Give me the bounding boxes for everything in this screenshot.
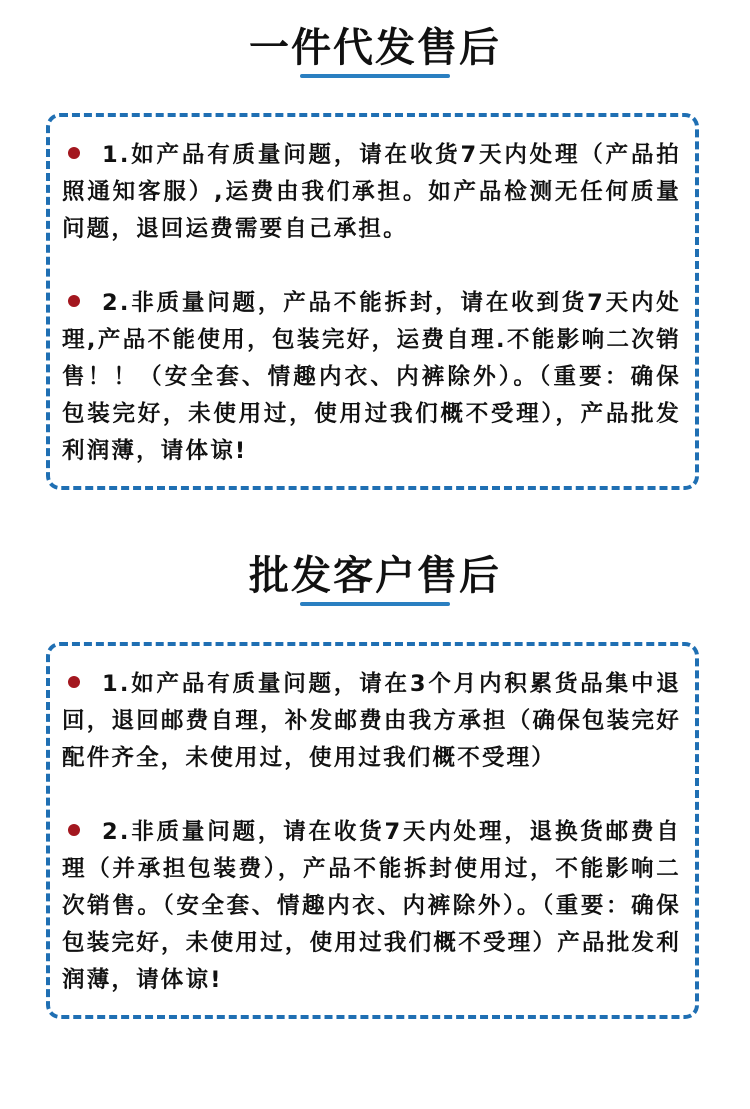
section-title-wholesale: 批发客户售后	[249, 553, 501, 599]
after-sales-card-wholesale	[46, 642, 699, 1019]
rule-item	[62, 285, 681, 470]
rule-item	[62, 814, 681, 999]
title-underline	[300, 74, 450, 78]
red-dot-icon	[68, 147, 80, 159]
rule-item	[62, 137, 681, 248]
rule-item	[62, 666, 681, 777]
rule-text: 2.非质量问题，请在收货7天内处理，退换货邮费自理（并承担包装费），产品不能拆封使用过，不能影响二次销售。（安全套、情趣内衣、内裤除外）。（重要：确保包装完好，未使用过，使用过我们概不受理）产品批发利润薄，请体谅!	[62, 819, 681, 993]
after-sales-card-dropship	[46, 113, 699, 490]
red-dot-icon	[68, 676, 80, 688]
section-title-dropship: 一件代发售后	[249, 25, 501, 71]
red-dot-icon	[68, 295, 80, 307]
red-dot-icon	[68, 824, 80, 836]
rule-text: 2.非质量问题，产品不能拆封，请在收到货7天内处理,产品不能使用，包装完好，运费自理.不能影响二次销售！！（安全套、情趣内衣、内裤除外）。（重要：确保包装完好，未使用过，使用过我们概不受理），产品批发利润薄，请体谅!	[62, 290, 681, 464]
title-underline	[300, 602, 450, 606]
rule-text: 1.如产品有质量问题，请在收货7天内处理（产品拍照通知客服）,运费由我们承担。如产品检测无任何质量问题，退回运费需要自己承担。	[62, 142, 681, 242]
rule-text: 1.如产品有质量问题，请在3个月内积累货品集中退回，退回邮费自理，补发邮费由我方承担（确保包装完好配件齐全，未使用过，使用过我们概不受理）	[62, 671, 681, 771]
